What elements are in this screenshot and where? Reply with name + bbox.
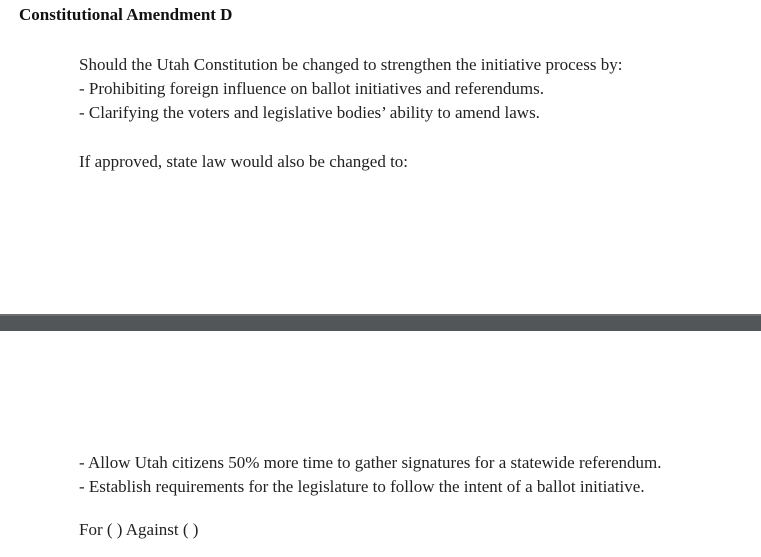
vote-options: For ( ) Against ( ) [79,520,199,539]
amendment-title: Constitutional Amendment D [19,5,233,24]
page-separator [0,314,761,331]
followup-statement: If approved, state law would also be changed to: [79,152,409,171]
amendment-point-2: - Clarifying the voters and legislative bodies’ ability to amend laws. [79,103,540,122]
amendment-point-1: - Prohibiting foreign influence on ballot initiatives and referendums. [79,79,545,98]
law-change-2: - Establish requirements for the legislature to follow the intent of a ballot initiative. [79,477,645,496]
law-change-1: - Allow Utah citizens 50% more time to gather signatures for a statewide referendum. [79,453,662,472]
amendment-question: Should the Utah Constitution be changed to strengthen the initiative process by: [79,55,623,74]
document-page-2 [0,331,761,557]
